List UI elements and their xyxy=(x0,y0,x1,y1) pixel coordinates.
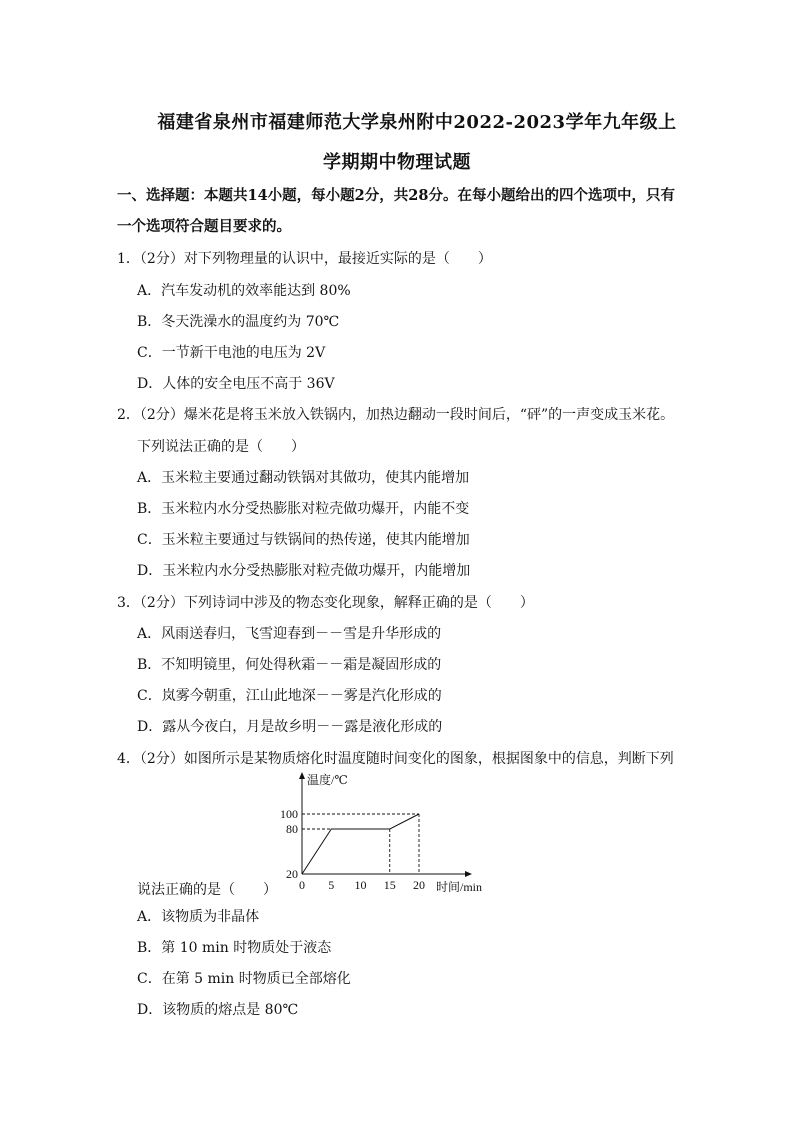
y-axis-label: 温度/℃ xyxy=(307,773,348,787)
x-tick-label: 0 xyxy=(299,878,305,892)
question-2-option-d: D．玉米粒内水分受热膨胀对粒壳做功爆开，内能增加 xyxy=(137,563,471,579)
question-4-option-a: A．该物质为非晶体 xyxy=(137,909,260,925)
x-tick-label: 15 xyxy=(383,878,396,892)
section-heading xyxy=(117,180,687,242)
question-3-option-d: D．露从今夜白，月是故乡明－－露是液化形成的 xyxy=(137,719,443,735)
temperature-curve xyxy=(302,814,419,874)
question-1-option-d: D．人体的安全电压不高于 36V xyxy=(137,376,335,392)
question-3-option-c: C．岚雾今朝重，江山此地深－－雾是汽化形成的 xyxy=(137,688,442,704)
question-1-stem: 1．（2分）对下列物理量的认识中，最接近实际的是（ ） xyxy=(117,251,492,267)
page-title-line1: 福建省泉州市福建师范大学泉州附中2022-2023学年九年级上 xyxy=(157,112,677,133)
question-4-option-d: D．该物质的熔点是 80℃ xyxy=(137,1002,299,1018)
question-3-option-b: B．不知明镜里，何处得秋霜－－霜是凝固形成的 xyxy=(137,657,442,673)
y-axis-arrow xyxy=(299,772,305,779)
question-3-stem: 3．（2分）下列诗词中涉及的物态变化现象，解释正确的是（ ） xyxy=(117,595,534,611)
y-tick-label: 20 xyxy=(286,867,298,881)
question-1-option-a: A．汽车发动机的效率能达到 80% xyxy=(137,283,351,299)
x-tick-label: 10 xyxy=(354,878,367,892)
question-2-stem-cont: 下列说法正确的是（ ） xyxy=(137,439,305,455)
y-tick-label: 100 xyxy=(280,807,298,821)
section-heading-line2: 一个选项符合题目要求的。 xyxy=(117,218,291,235)
question-4-option-b: B．第 10 min 时物质处于液态 xyxy=(137,940,332,956)
question-4-stem-cont: 说法正确的是（ ） xyxy=(137,882,277,898)
x-tick-label: 20 xyxy=(413,878,425,892)
question-4-option-c: C．在第 5 min 时物质已全部熔化 xyxy=(137,971,351,987)
question-1-option-b: B．冬天洗澡水的温度约为 70℃ xyxy=(137,314,340,330)
question-1-option-c: C．一节新干电池的电压为 2V xyxy=(137,345,326,361)
question-2-option-c: C．玉米粒主要通过与铁锅间的热传递，使其内能增加 xyxy=(137,532,470,548)
question-2-option-b: B．玉米粒内水分受热膨胀对粒壳做功爆开，内能不变 xyxy=(137,501,470,517)
section-heading-line1: 一、选择题：本题共14小题，每小题2分，共28分。在每小题给出的四个选项中，只有 xyxy=(117,187,675,204)
question-3-option-a: A．风雨送春归，飞雪迎春到－－雪是升华形成的 xyxy=(137,626,442,642)
x-tick-label: 5 xyxy=(328,878,335,892)
temperature-time-chart xyxy=(270,770,510,896)
question-2-option-a: A．玉米粒主要通过翻动铁锅对其做功，使其内能增加 xyxy=(137,470,470,486)
x-axis-label: 时间/min xyxy=(436,880,483,894)
y-tick-label: 80 xyxy=(286,822,298,836)
question-2-stem: 2．（2分）爆米花是将玉米放入铁锅内，加热边翻动一段时间后，“砰”的一声变成玉米花。 xyxy=(117,407,675,423)
x-axis-arrow xyxy=(465,871,472,877)
page-title-line2: 学期期中物理试题 xyxy=(323,152,471,173)
question-4-stem: 4．（2分）如图所示是某物质熔化时温度随时间变化的图象，根据图象中的信息，判断下列 xyxy=(117,751,674,767)
